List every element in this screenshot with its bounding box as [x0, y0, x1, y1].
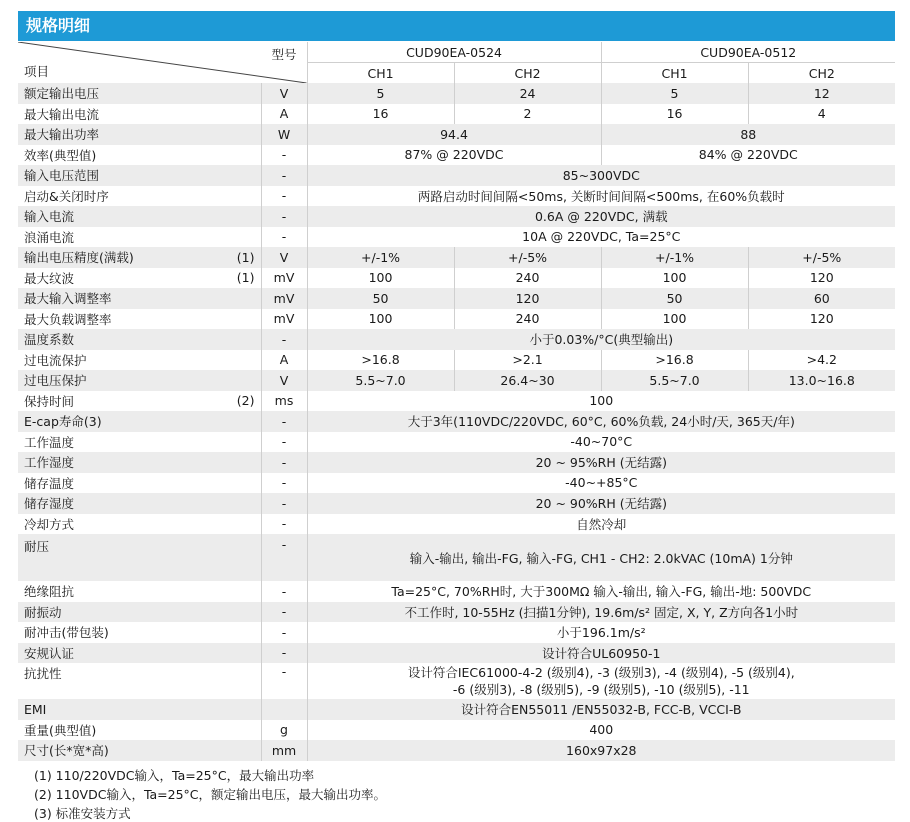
table-row [18, 186, 895, 207]
row-unit: - [261, 452, 307, 473]
row-unit: V [261, 370, 307, 391]
row-unit: - [261, 227, 307, 248]
table-row [18, 124, 895, 145]
table-row [18, 720, 895, 741]
cell-value: 120 [748, 268, 895, 289]
cell-value: >16.8 [601, 350, 748, 371]
table-row [18, 288, 895, 309]
row-label: 工作湿度 [18, 452, 261, 473]
cell-value: -40~70°C [307, 432, 895, 453]
cell-value: 26.4~30 [454, 370, 601, 391]
cell-value: 85~300VDC [307, 165, 895, 186]
table-row [18, 227, 895, 248]
row-unit [261, 699, 307, 720]
cell-value: -40~+85°C [307, 473, 895, 494]
cell-value: 两路启动时间间隔<50ms, 关断时间间隔<500ms, 在60%负载时 [307, 186, 895, 207]
cell-value: 20 ~ 90%RH (无结露) [307, 493, 895, 514]
table-row [18, 602, 895, 623]
channel-label: CH1 [307, 63, 454, 84]
footnote: (2) 110VDC输入，Ta=25°C，额定输出电压，最大输出功率。 [34, 787, 387, 802]
row-label: 额定输出电压 [18, 83, 261, 104]
cell-value: 自然冷却 [307, 514, 895, 535]
row-unit: - [261, 514, 307, 535]
table-row [18, 350, 895, 371]
section-title: 规格明细 [18, 11, 895, 41]
row-label: 最大负载调整率 [18, 309, 261, 330]
table-row [18, 247, 895, 268]
table-row [18, 473, 895, 494]
cell-value: 不工作时, 10-55Hz (扫描1分钟), 19.6m/s² 固定, X, Y, Z方向各1小时 [307, 602, 895, 623]
cell-value: 2 [454, 104, 601, 125]
row-unit: - [261, 411, 307, 432]
row-unit: - [261, 602, 307, 623]
table-row [18, 534, 895, 581]
cell-value: 160x97x28 [307, 740, 895, 761]
table-row [18, 411, 895, 432]
row-label: 输入电流 [18, 206, 261, 227]
row-unit: ms [261, 391, 307, 412]
table-row [18, 643, 895, 664]
cell-value: 0.6A @ 220VDC, 满载 [307, 206, 895, 227]
row-label: 过电压保护 [18, 370, 261, 391]
table-row [18, 740, 895, 761]
cell-value: 100 [307, 391, 895, 412]
cell-value: 16 [601, 104, 748, 125]
cell-value: 小于196.1m/s² [307, 622, 895, 643]
table-row [18, 165, 895, 186]
row-unit: - [261, 206, 307, 227]
row-unit: - [261, 329, 307, 350]
cell-value: 50 [307, 288, 454, 309]
row-unit: - [261, 432, 307, 453]
row-label: 耐压 [18, 534, 261, 581]
table-row [18, 370, 895, 391]
row-label: 绝缘阻抗 [18, 581, 261, 602]
row-label: 冷却方式 [18, 514, 261, 535]
cell-value: 240 [454, 309, 601, 330]
cell-value: 5.5~7.0 [601, 370, 748, 391]
footnote: (3) 标准安装方式 [34, 806, 131, 821]
row-unit: - [261, 186, 307, 207]
cell-value: 60 [748, 288, 895, 309]
model-label: 型号 [271, 47, 297, 62]
row-label: 最大输出功率 [18, 124, 261, 145]
row-unit: mm [261, 740, 307, 761]
row-label: 最大输入调整率 [18, 288, 261, 309]
cell-value: 100 [307, 309, 454, 330]
row-label: 重量(典型值) [18, 720, 261, 741]
cell-value [307, 663, 895, 699]
row-unit: mV [261, 268, 307, 289]
row-unit: - [261, 534, 307, 581]
table-row [18, 268, 895, 289]
row-label: 保持时间 [18, 391, 223, 412]
cell-value: 13.0~16.8 [748, 370, 895, 391]
cell-value: +/-1% [307, 247, 454, 268]
row-note: (2) [223, 391, 261, 412]
row-label: 尺寸(长*宽*高) [18, 740, 261, 761]
cell-value: 50 [601, 288, 748, 309]
cell-value: 87% @ 220VDC [307, 145, 601, 166]
row-label: 效率(典型值) [18, 145, 261, 166]
channel-label: CH1 [601, 63, 748, 84]
cell-value: +/-1% [601, 247, 748, 268]
row-label: 输入电压范围 [18, 165, 261, 186]
cell-value: 240 [454, 268, 601, 289]
header-row-models [18, 42, 895, 63]
table-row [18, 699, 895, 720]
channel-label: CH2 [748, 63, 895, 84]
cell-value: 100 [307, 268, 454, 289]
cell-value: 5 [601, 83, 748, 104]
row-label: 温度系数 [18, 329, 261, 350]
table-row [18, 206, 895, 227]
channel-label: CH2 [454, 63, 601, 84]
row-label: 工作温度 [18, 432, 261, 453]
cell-value: 16 [307, 104, 454, 125]
cell-line: -6 (级别3), -8 (级别5), -9 (级别5), -10 (级别5), -11 [452, 682, 750, 697]
table-row [18, 329, 895, 350]
model-name: CUD90EA-0512 [601, 42, 895, 63]
row-label: 耐振动 [18, 602, 261, 623]
row-label: 安规认证 [18, 643, 261, 664]
row-label: 输出电压精度(满载) [18, 247, 223, 268]
cell-value: 12 [748, 83, 895, 104]
table-row [18, 663, 895, 699]
row-label: 耐冲击(带包装) [18, 622, 261, 643]
table-row [18, 514, 895, 535]
row-note: (1) [223, 268, 261, 289]
cell-value: 120 [454, 288, 601, 309]
cell-value: 10A @ 220VDC, Ta=25°C [307, 227, 895, 248]
cell-value: 5 [307, 83, 454, 104]
table-row [18, 391, 895, 412]
row-label: 最大纹波 [18, 268, 223, 289]
cell-value: 84% @ 220VDC [601, 145, 895, 166]
diagonal-line [18, 42, 307, 83]
table-row [18, 432, 895, 453]
row-label: 过电流保护 [18, 350, 261, 371]
cell-value: 94.4 [307, 124, 601, 145]
spec-table [18, 42, 895, 761]
row-label: 储存温度 [18, 473, 261, 494]
table-row [18, 622, 895, 643]
row-unit: A [261, 350, 307, 371]
row-label: 最大输出电流 [18, 104, 261, 125]
row-unit: - [261, 643, 307, 664]
cell-value: 20 ~ 95%RH (无结露) [307, 452, 895, 473]
row-unit: g [261, 720, 307, 741]
cell-value: 88 [601, 124, 895, 145]
model-name: CUD90EA-0524 [307, 42, 601, 63]
cell-value: 设计符合UL60950-1 [307, 643, 895, 664]
row-unit: V [261, 83, 307, 104]
cell-value: 24 [454, 83, 601, 104]
row-unit: V [261, 247, 307, 268]
cell-value: >2.1 [454, 350, 601, 371]
row-label: 抗扰性 [18, 663, 261, 699]
table-row [18, 452, 895, 473]
cell-value: 大于3年(110VDC/220VDC, 60°C, 60%负载, 24小时/天, 365天/年) [307, 411, 895, 432]
cell-value: 设计符合EN55011 /EN55032-B, FCC-B, VCCI-B [307, 699, 895, 720]
cell-line: 设计符合IEC61000-4-2 (级别4), -3 (级别3), -4 (级别4), -5 (级别4), [407, 665, 795, 680]
row-label: 储存湿度 [18, 493, 261, 514]
row-label: 浪涌电流 [18, 227, 261, 248]
table-row [18, 493, 895, 514]
footnote: (1) 110/220VDC输入，Ta=25°C，最大输出功率 [34, 768, 315, 783]
row-label: 启动&关闭时序 [18, 186, 261, 207]
cell-value: 120 [748, 309, 895, 330]
row-label: E-cap寿命(3) [18, 411, 261, 432]
cell-value: +/-5% [454, 247, 601, 268]
header-corner [18, 42, 307, 83]
row-unit: - [261, 493, 307, 514]
row-label: EMI [18, 699, 261, 720]
table-row [18, 145, 895, 166]
table-row [18, 104, 895, 125]
cell-value: 小于0.03%/°C(典型输出) [307, 329, 895, 350]
row-unit: - [261, 145, 307, 166]
cell-value: Ta=25°C, 70%RH时, 大于300MΩ 输入-输出, 输入-FG, 输出-地: 500VDC [307, 581, 895, 602]
item-label: 项目 [24, 64, 50, 79]
cell-value: 400 [307, 720, 895, 741]
table-row [18, 83, 895, 104]
table-row [18, 581, 895, 602]
table-row [18, 309, 895, 330]
row-unit: W [261, 124, 307, 145]
row-unit: - [261, 473, 307, 494]
row-unit: A [261, 104, 307, 125]
cell-value: 100 [601, 268, 748, 289]
row-unit: mV [261, 288, 307, 309]
row-unit: - [261, 581, 307, 602]
cell-value: 5.5~7.0 [307, 370, 454, 391]
cell-value: >16.8 [307, 350, 454, 371]
row-unit: - [261, 663, 307, 699]
cell-value: +/-5% [748, 247, 895, 268]
row-unit: mV [261, 309, 307, 330]
row-unit: - [261, 165, 307, 186]
cell-value: >4.2 [748, 350, 895, 371]
cell-value: 4 [748, 104, 895, 125]
row-note: (1) [223, 247, 261, 268]
cell-value: 输入-输出, 输出-FG, 输入-FG, CH1 - CH2: 2.0kVAC (10mA) 1分钟 [307, 534, 895, 581]
cell-value: 100 [601, 309, 748, 330]
row-unit: - [261, 622, 307, 643]
